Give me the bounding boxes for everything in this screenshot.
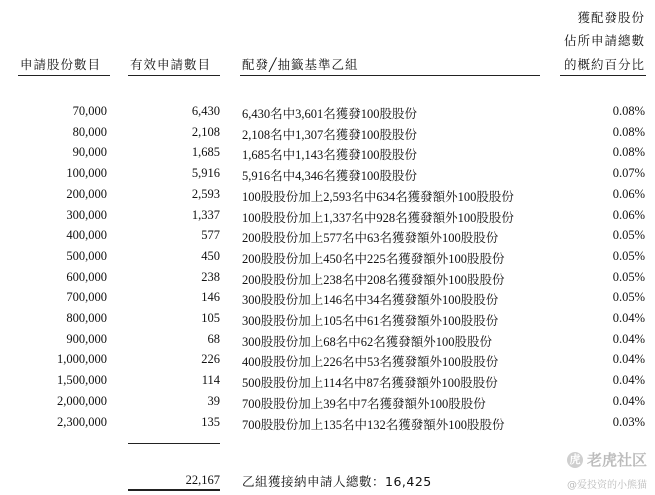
percentage-cell: 0.05% bbox=[612, 269, 645, 284]
shares-applied-cell: 600,000 bbox=[66, 269, 107, 284]
shares-applied-cell: 900,000 bbox=[66, 331, 107, 346]
allocation-basis-cell: 400股股份加上226名中53名獲發額外100股股份 bbox=[242, 355, 499, 370]
valid-applications-cell: 2,108 bbox=[191, 124, 220, 139]
header-col4-line1: 獲配發股份 bbox=[577, 10, 645, 25]
allocation-basis-cell: 300股股份加上146名中34名獲發額外100股股份 bbox=[242, 293, 499, 308]
header-shares-applied: 申請股份數目 bbox=[20, 57, 102, 72]
table-row bbox=[0, 311, 655, 331]
allocation-basis-cell: 2,108名中1,307名獲發100股股份 bbox=[242, 127, 418, 142]
allocation-basis-cell: 200股股份加上577名中63名獲發額外100股股份 bbox=[242, 231, 499, 246]
valid-applications-cell: 2,593 bbox=[191, 186, 220, 201]
allocation-basis-cell: 300股股份加上68名中62名獲發額外100股股份 bbox=[242, 334, 493, 349]
percentage-cell: 0.03% bbox=[612, 414, 645, 429]
percentage-cell: 0.06% bbox=[612, 186, 645, 201]
percentage-cell: 0.06% bbox=[612, 207, 645, 222]
total-accepted-applicants: 乙組獲接納申請人總數：16,425 bbox=[242, 474, 432, 489]
table-row bbox=[0, 332, 655, 352]
valid-applications-cell: 238 bbox=[201, 269, 220, 284]
allocation-basis-cell: 5,916名中4,346名獲發100股股份 bbox=[242, 169, 418, 184]
valid-applications-cell: 226 bbox=[201, 352, 220, 367]
percentage-cell: 0.07% bbox=[612, 166, 645, 181]
watermark-user: @爱投资的小熊猫 bbox=[567, 480, 647, 491]
valid-applications-cell: 577 bbox=[201, 228, 220, 243]
header-col4-line3: 的概約百分比 bbox=[563, 57, 645, 72]
header-underline-col4 bbox=[560, 75, 646, 76]
table-row bbox=[0, 145, 655, 165]
valid-applications-cell: 135 bbox=[201, 414, 220, 429]
valid-applications-cell: 146 bbox=[201, 290, 220, 305]
table-row bbox=[0, 290, 655, 310]
percentage-cell: 0.04% bbox=[612, 331, 645, 346]
header-underline-col1 bbox=[18, 75, 110, 76]
shares-applied-cell: 2,300,000 bbox=[57, 414, 107, 429]
table-row bbox=[0, 166, 655, 186]
shares-applied-cell: 400,000 bbox=[66, 228, 107, 243]
percentage-cell: 0.04% bbox=[612, 311, 645, 325]
allocation-basis-cell: 300股股份加上105名中61名獲發額外100股股份 bbox=[242, 314, 499, 328]
table-row bbox=[0, 270, 655, 290]
percentage-cell: 0.04% bbox=[612, 373, 645, 388]
allocation-basis-cell: 1,685名中1,143名獲發100股股份 bbox=[242, 148, 418, 163]
allocation-basis-cell: 100股股份加上1,337名中928名獲發額外100股股份 bbox=[242, 210, 514, 225]
shares-applied-cell: 1,000,000 bbox=[57, 352, 107, 367]
valid-applications-cell: 6,430 bbox=[191, 104, 220, 118]
shares-applied-cell: 800,000 bbox=[66, 311, 107, 325]
percentage-cell: 0.08% bbox=[612, 124, 645, 139]
allocation-basis-cell: 700股股份加上135名中132名獲發額外100股股份 bbox=[242, 417, 505, 432]
table-row bbox=[0, 228, 655, 248]
percentage-cell: 0.05% bbox=[612, 228, 645, 243]
total-valid-applications: 22,167 bbox=[185, 473, 220, 487]
allocation-basis-cell: 700股股份加上39名中7名獲發額外100股股份 bbox=[242, 396, 486, 411]
total-bottom-rule bbox=[128, 489, 220, 491]
percentage-cell: 0.08% bbox=[612, 104, 645, 118]
table-row bbox=[0, 208, 655, 228]
shares-applied-cell: 70,000 bbox=[72, 104, 107, 118]
table-row bbox=[0, 415, 655, 435]
tiger-badge-icon: 虎 bbox=[567, 452, 583, 468]
shares-applied-cell: 100,000 bbox=[66, 166, 107, 181]
header-valid-applications: 有效申請數目 bbox=[130, 57, 212, 72]
percentage-cell: 0.04% bbox=[612, 393, 645, 408]
table-row bbox=[0, 249, 655, 269]
valid-applications-cell: 105 bbox=[201, 311, 220, 325]
shares-applied-cell: 500,000 bbox=[66, 248, 107, 263]
percentage-cell: 0.05% bbox=[612, 248, 645, 263]
valid-applications-cell: 450 bbox=[201, 248, 220, 263]
valid-applications-cell: 1,337 bbox=[191, 207, 220, 222]
table-row bbox=[0, 373, 655, 393]
shares-applied-cell: 300,000 bbox=[66, 207, 107, 222]
allocation-basis-cell: 200股股份加上238名中208名獲發額外100股股份 bbox=[242, 272, 505, 287]
table-row bbox=[0, 125, 655, 145]
table-row bbox=[0, 394, 655, 414]
percentage-cell: 0.04% bbox=[612, 352, 645, 367]
valid-applications-cell: 68 bbox=[207, 331, 220, 346]
percentage-cell: 0.08% bbox=[612, 145, 645, 160]
shares-applied-cell: 200,000 bbox=[66, 186, 107, 201]
watermark-site: 老虎社区 bbox=[586, 451, 647, 469]
header-underline-col3 bbox=[240, 75, 540, 76]
percentage-cell: 0.05% bbox=[612, 290, 645, 305]
valid-applications-cell: 1,685 bbox=[191, 145, 220, 160]
header-col4-line2: 佔所申請總數 bbox=[563, 33, 645, 48]
shares-applied-cell: 80,000 bbox=[72, 124, 107, 139]
valid-applications-cell: 114 bbox=[201, 373, 220, 388]
allocation-basis-cell: 500股股份加上114名中87名獲發額外100股股份 bbox=[242, 376, 498, 391]
header-allocation-basis: 配發╱抽籤基準乙組 bbox=[242, 57, 359, 72]
valid-applications-cell: 39 bbox=[207, 393, 220, 408]
shares-applied-cell: 90,000 bbox=[72, 145, 107, 160]
header-underline-col2 bbox=[128, 75, 220, 76]
valid-applications-cell: 5,916 bbox=[191, 166, 220, 181]
table-row bbox=[0, 104, 655, 124]
table-row bbox=[0, 352, 655, 372]
total-top-rule bbox=[128, 443, 220, 444]
shares-applied-cell: 700,000 bbox=[66, 290, 107, 305]
allocation-basis-cell: 200股股份加上450名中225名獲發額外100股股份 bbox=[242, 251, 505, 266]
allocation-basis-cell: 100股股份加上2,593名中634名獲發額外100股股份 bbox=[242, 189, 514, 204]
table-row bbox=[0, 187, 655, 207]
watermark-logo bbox=[567, 449, 647, 470]
shares-applied-cell: 1,500,000 bbox=[57, 373, 107, 388]
shares-applied-cell: 2,000,000 bbox=[57, 393, 107, 408]
allocation-basis-cell: 6,430名中3,601名獲發100股股份 bbox=[242, 107, 418, 121]
